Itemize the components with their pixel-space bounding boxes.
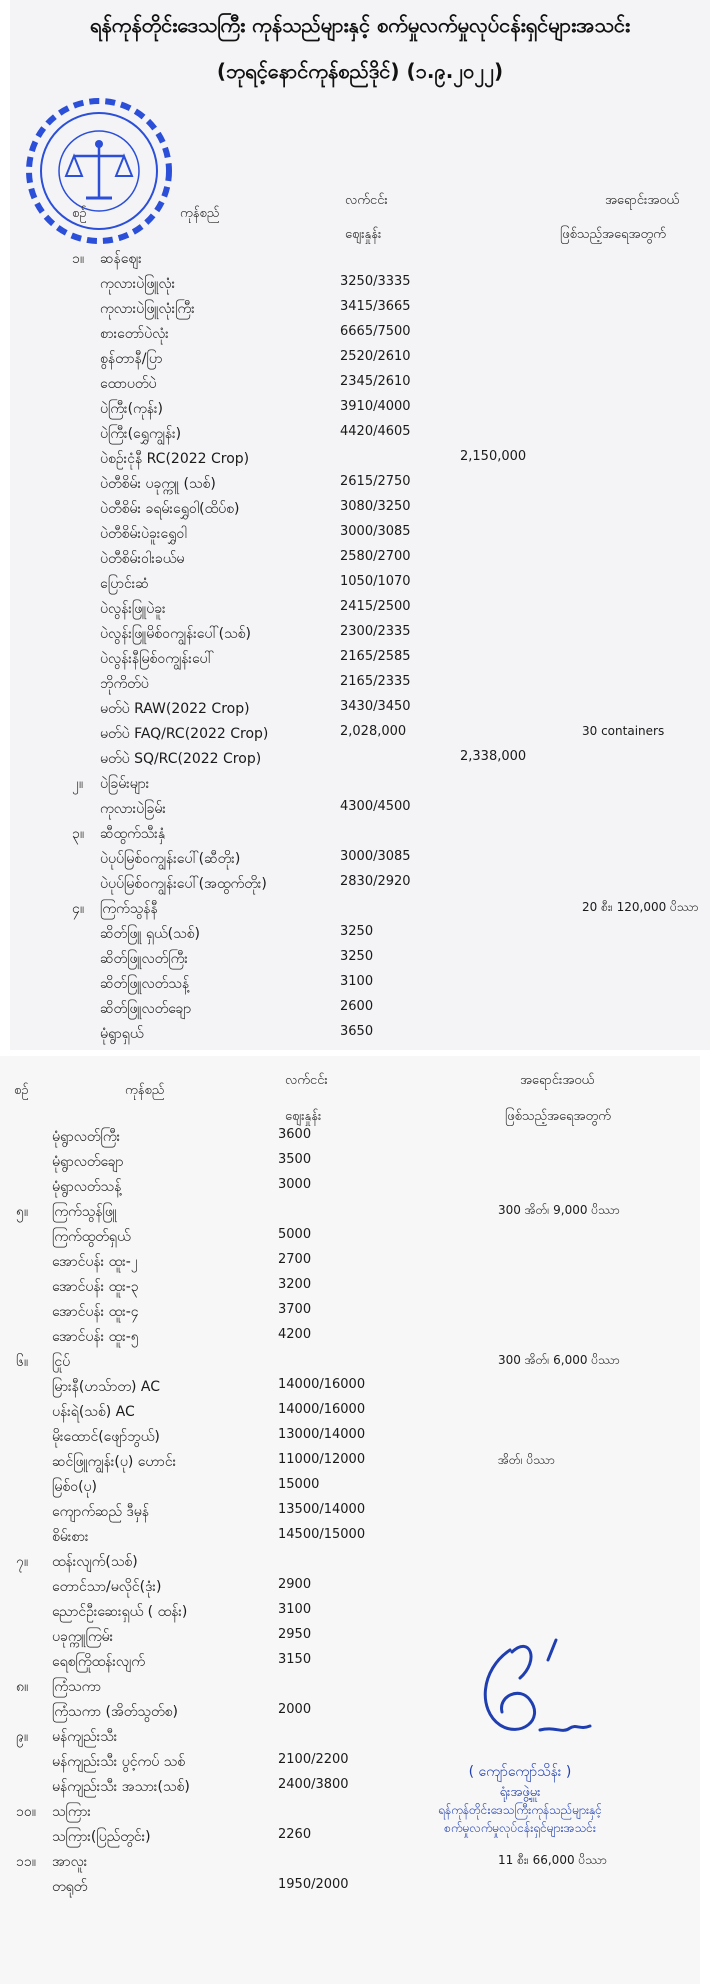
- price-value: 2100/2200: [278, 1752, 349, 1767]
- signature-scribble-icon: [380, 1630, 660, 1760]
- price-value: 2600: [340, 999, 374, 1014]
- table-row: [0, 1300, 720, 1324]
- commodity-name: ကျောက်ဆည် ဒီမှန်: [52, 1504, 150, 1520]
- price-value: 4300/4500: [340, 799, 411, 814]
- table-row: [0, 1275, 720, 1299]
- price-value: 3100: [278, 1602, 312, 1617]
- table-row: [0, 1600, 720, 1624]
- table-row: [0, 1575, 720, 1599]
- col-header-no: စဉ်: [14, 1083, 29, 1098]
- commodity-name: တောင်သာ/မလိုင်(ဒုံး): [52, 1579, 162, 1595]
- table-row: [0, 547, 720, 571]
- table-row: [0, 297, 720, 321]
- price-value: 2165/2335: [340, 674, 411, 689]
- row-number: ၁။: [72, 251, 85, 267]
- table-row: [0, 1500, 720, 1524]
- table-row: [0, 1150, 720, 1174]
- price-value: 2400/3800: [278, 1777, 349, 1792]
- commodity-name: အောင်ပန်း ထူး-၄: [52, 1304, 139, 1320]
- table-row: [0, 622, 720, 646]
- price-value: 3250: [340, 924, 374, 939]
- price-value: 2700: [278, 1252, 312, 1267]
- table-row: [0, 497, 720, 521]
- table-row: [0, 647, 720, 671]
- price-value: 14000/16000: [278, 1377, 366, 1392]
- row-number: ၄။: [72, 901, 85, 917]
- signature-block: [380, 1630, 660, 1835]
- price-value: 3000/3085: [340, 524, 411, 539]
- commodity-name: အောင်ပန်း ထူး-၂: [52, 1254, 138, 1270]
- commodity-name: ကြက်ထွတ်ရှယ်: [52, 1229, 131, 1245]
- commodity-name: ဘိုကိတ်ပဲ: [100, 676, 149, 692]
- section-heading: ပဲခြမ်းများ: [100, 776, 150, 792]
- commodity-name: စွန်တာနီ/ပြာ: [100, 351, 163, 367]
- table-row: [0, 447, 720, 471]
- document-subtitle: (ဘုရင့်နောင်ကုန်စည်ဒိုင်) (၁.၉.၂၀၂၂): [216, 59, 504, 83]
- price-value: 5000: [278, 1227, 312, 1242]
- price-value: 3500: [278, 1152, 312, 1167]
- table-row: [0, 247, 720, 271]
- price-value: 3080/3250: [340, 499, 411, 514]
- price-value: 2415/2500: [340, 599, 411, 614]
- table-row: [0, 322, 720, 346]
- commodity-name: ညောင်ဦးဆေးရှယ် ( ထန်း): [52, 1604, 188, 1620]
- commodity-name: မုံရွာရှယ်: [100, 1026, 144, 1042]
- commodity-name: မြစ်ဝ(ပု): [52, 1479, 97, 1495]
- table-row: [0, 897, 720, 921]
- table-row: [0, 822, 720, 846]
- table-row: [0, 772, 720, 796]
- table-row: [0, 1850, 720, 1874]
- price-value: 3200: [278, 1277, 312, 1292]
- section-heading: ဆန်ဈေး: [100, 251, 142, 267]
- table-row: [0, 847, 720, 871]
- price-value: 3600: [278, 1127, 312, 1142]
- table-row: [0, 1125, 720, 1149]
- commodity-name: ဆိတ်ဖြူ ရှယ်(သစ်): [100, 926, 200, 942]
- section-heading: ထန်းလျက်(သစ်): [52, 1554, 138, 1570]
- commodity-name: ပြောင်းဆံ: [100, 576, 149, 592]
- price-value: 3100: [340, 974, 374, 989]
- commodity-name: ဆိတ်ဖြူလတ်သန့်: [100, 976, 190, 992]
- price-value: 2830/2920: [340, 874, 411, 889]
- price-value: 2000: [278, 1702, 312, 1717]
- table-row: [0, 1550, 720, 1574]
- commodity-name: ပဲကြီး(ကုန်း): [100, 401, 164, 417]
- commodity-name: မြားနီ(ဟသ်ာတ) AC: [52, 1379, 161, 1395]
- table-row: [0, 572, 720, 596]
- row-number: ၁၁။: [16, 1854, 36, 1870]
- section-heading: ကြက်သွန်နီ: [100, 901, 158, 917]
- commodity-name: ပဲတီစိမ်းပဲခူးရွှေဝါ: [100, 526, 187, 542]
- section-heading: အာလူး: [52, 1854, 88, 1870]
- table-row: [0, 922, 720, 946]
- table-row: [0, 1450, 720, 1474]
- price-value: 2950: [278, 1627, 312, 1642]
- table-row: [0, 1475, 720, 1499]
- commodity-name: ရေစကြိုထန်းလျက်: [52, 1654, 145, 1670]
- price-value: 4420/4605: [340, 424, 411, 439]
- commodity-name: မုံရွာလတ်သန့်: [52, 1179, 122, 1195]
- section-heading: သကြား: [52, 1804, 91, 1820]
- commodity-name: ပဲပုပ်မြစ်ဝကျွန်းပေါ်(အထွက်တိုး): [100, 876, 267, 892]
- row-number: ၆။: [16, 1354, 29, 1370]
- commodity-name: စိမ်းစား: [52, 1529, 89, 1545]
- price-value: 4200: [278, 1327, 312, 1342]
- price-value: 3150: [278, 1652, 312, 1667]
- table-row: [0, 472, 720, 496]
- remark-value: အိတ်၊ ပိဿာ: [498, 1453, 555, 1467]
- table-row: [0, 272, 720, 296]
- commodity-name: ပခုက္ကူကြမ်း: [52, 1629, 114, 1645]
- table-row: [0, 1400, 720, 1424]
- col-header-no: စဉ်: [72, 206, 87, 221]
- commodity-name: ပဲတီစိမ်းဝါးခယ်မ: [100, 551, 185, 567]
- table-row: [0, 747, 720, 771]
- commodity-name: ကုလားပဲဖြူလုံး: [100, 276, 176, 292]
- table-row: [0, 997, 720, 1021]
- col-header-price-bottom: ဈေးနှုန်း: [285, 1109, 322, 1124]
- section-heading: ငြုပ်: [52, 1354, 71, 1370]
- col-header-remark-bottom: ဖြစ်သည့်အရေအတွက်: [560, 227, 666, 242]
- section-heading: ကြက်သွန်ဖြူ: [52, 1204, 117, 1220]
- remark-value: 300 အိတ်၊ 6,000 ပိဿာ: [498, 1353, 620, 1367]
- commodity-name: ဆိတ်ဖြူလတ်ကြီး: [100, 951, 188, 967]
- row-number: ၉။: [16, 1729, 29, 1745]
- table-row: [0, 1225, 720, 1249]
- commodity-name: မုံရွာလတ်ချော: [52, 1154, 124, 1170]
- col-header-remark-top: အရောင်းအဝယ်: [520, 1073, 595, 1088]
- table-row: [0, 1425, 720, 1449]
- remark-value: 300 အိတ်၊ 9,000 ပိဿာ: [498, 1203, 620, 1217]
- price-value: 3250: [340, 949, 374, 964]
- col-header-item: ကုန်စည်: [180, 206, 220, 221]
- price-value: 11000/12000: [278, 1452, 366, 1467]
- commodity-name: မိုးထောင်(ဖျော်ဘွယ်): [52, 1429, 160, 1445]
- commodity-name: ပဲလွန်းဖြူမိစ်ဝကျွန်းပေါ်(သစ်): [100, 626, 251, 642]
- table-row: [0, 522, 720, 546]
- table-row: [0, 1325, 720, 1349]
- table-row: [0, 797, 720, 821]
- table-row: [0, 422, 720, 446]
- col-header-price-bottom: ဈေးနှုန်း: [345, 227, 382, 242]
- lot-price-value: 2,338,000: [460, 749, 527, 764]
- row-number: ၃။: [72, 826, 85, 842]
- signatory-org-line2: စက်မှုလက်မှုလုပ်ငန်းရှင်များအသင်း: [444, 1821, 596, 1835]
- price-value: 14500/15000: [278, 1527, 366, 1542]
- table-row: [0, 1200, 720, 1224]
- table-row: [0, 347, 720, 371]
- price-value: 3250/3335: [340, 274, 411, 289]
- commodity-name: အောင်ပန်း ထူး-၃: [52, 1279, 139, 1295]
- table-row: [0, 1250, 720, 1274]
- commodity-name: ပဲတီစိမ်း ခရမ်းရွှေဝါ(ထိပ်စ): [100, 501, 240, 517]
- signatory-name: ( ကျော်ကျော်သိန်း ): [468, 1764, 572, 1780]
- commodity-name: ပဲကြီး(ရွှေကျွန်း): [100, 426, 182, 442]
- signatory-role: ရုံးအဖွဲ့မှူး: [499, 1785, 541, 1800]
- price-value: 2345/2610: [340, 374, 411, 389]
- row-number: ၁၀။: [16, 1804, 36, 1820]
- commodity-name: ပဲတီစိမ်း ပခုက္ကူ (သစ်): [100, 476, 216, 492]
- price-value: 13500/14000: [278, 1502, 366, 1517]
- commodity-name: မန်ကျည်းသီး အသား(သစ်): [52, 1779, 190, 1795]
- commodity-name: ပဲလွန်းနီမြစ်ဝကျွန်းပေါ်: [100, 651, 214, 667]
- commodity-name: စားတော်ပဲလုံး: [100, 326, 169, 342]
- commodity-name: ဆိတ်ဖြူလတ်ချော: [100, 1001, 192, 1017]
- col-header-price-top: လက်ငင်း: [345, 193, 388, 208]
- commodity-name: ကြံသကာ (အိတ်သွတ်စ): [52, 1704, 178, 1720]
- price-value: 2300/2335: [340, 624, 411, 639]
- price-value: 1050/1070: [340, 574, 411, 589]
- price-value: 3430/3450: [340, 699, 411, 714]
- table-row: [0, 1375, 720, 1399]
- table-row: [0, 672, 720, 696]
- price-value: 15000: [278, 1477, 320, 1492]
- row-number: ၇။: [16, 1554, 29, 1570]
- row-number: ၈။: [16, 1679, 29, 1695]
- price-value: 2615/2750: [340, 474, 411, 489]
- commodity-name: မတ်ပဲ FAQ/RC(2022 Crop): [100, 726, 269, 742]
- commodity-name: မတ်ပဲ RAW(2022 Crop): [100, 701, 250, 717]
- col-header-remark-bottom: ဖြစ်သည့်အရေအတွက်: [505, 1109, 611, 1124]
- row-number: ၂။: [72, 776, 84, 792]
- price-value: 13000/14000: [278, 1427, 366, 1442]
- commodity-name: မတ်ပဲ SQ/RC(2022 Crop): [100, 751, 262, 767]
- commodity-name: ကုလားပဲခြမ်း: [100, 801, 166, 817]
- commodity-name: ပဲစဉ်းငုံနီ RC(2022 Crop): [100, 451, 250, 467]
- commodity-name: တရုတ်: [52, 1879, 88, 1895]
- col-header-price-top: လက်ငင်း: [285, 1073, 328, 1088]
- table-row: [0, 1175, 720, 1199]
- price-value: 6665/7500: [340, 324, 411, 339]
- section-heading: ကြံသကာ: [52, 1679, 102, 1695]
- commodity-name: မုံရွာလတ်ကြီး: [52, 1129, 121, 1145]
- table-row: [0, 722, 720, 746]
- table-row: [0, 372, 720, 396]
- price-value: 3910/4000: [340, 399, 411, 414]
- commodity-name: ပန်းရဲ(သစ်) AC: [52, 1404, 135, 1420]
- row-number: ၅။: [16, 1204, 29, 1220]
- remark-value: 11 စီး၊ 66,000 ပိဿာ: [498, 1853, 607, 1867]
- section-heading: ဆီထွက်သီးနှံ: [100, 826, 166, 842]
- price-value: 3000/3085: [340, 849, 411, 864]
- remark-value: 30 containers: [582, 724, 665, 738]
- table-row: [0, 1350, 720, 1374]
- association-seal-icon: [24, 96, 174, 246]
- table-row: [0, 1875, 720, 1899]
- table-row: [0, 397, 720, 421]
- price-value: 2580/2700: [340, 549, 411, 564]
- table-row: [0, 697, 720, 721]
- lot-price-value: 2,150,000: [460, 449, 527, 464]
- col-header-item: ကုန်စည်: [125, 1083, 165, 1098]
- table-row: [0, 947, 720, 971]
- price-value: 2165/2585: [340, 649, 411, 664]
- commodity-name: ပဲလွန်းဖြူပဲခူး: [100, 601, 166, 617]
- price-value: 2520/2610: [340, 349, 411, 364]
- table-row: [0, 1525, 720, 1549]
- price-value: 1950/2000: [278, 1877, 349, 1892]
- commodity-name: မန်ကျည်းသီး ပွင့်ကပ် သစ်: [52, 1754, 186, 1770]
- price-value: 2900: [278, 1577, 312, 1592]
- price-value: 14000/16000: [278, 1402, 366, 1417]
- commodity-name: ဆင်ဖြူကျွန်း(ပု) ဟောင်း: [52, 1454, 177, 1470]
- document-title: ရန်ကုန်တိုင်းဒေသကြီး ကုန်သည်များနှင့် စက်မှုလက်မှုလုပ်ငန်းရှင်များအသင်း: [89, 13, 631, 37]
- table-row: [0, 972, 720, 996]
- signatory-org-line1: ရန်ကုန်တိုင်းဒေသကြီးကုန်သည်များနှင့်: [438, 1803, 602, 1817]
- commodity-name: သကြား(ပြည်တွင်း): [52, 1829, 151, 1845]
- table-row: [0, 872, 720, 896]
- commodity-name: ပဲပုပ်မြစ်ဝကျွန်းပေါ်(ဆီတိုး): [100, 851, 241, 867]
- table-row: [0, 1022, 720, 1046]
- price-value: 2260: [278, 1827, 312, 1842]
- price-value: 3415/3665: [340, 299, 411, 314]
- commodity-name: ကုလားပဲဖြူလုံးကြီး: [100, 301, 195, 317]
- price-value: 3700: [278, 1302, 312, 1317]
- price-value: 3650: [340, 1024, 374, 1039]
- price-value: 2,028,000: [340, 724, 407, 739]
- table-row: [0, 597, 720, 621]
- remark-value: 20 စီး၊ 120,000 ပိဿာ: [582, 900, 699, 914]
- commodity-name: ထောပတ်ပဲ: [100, 376, 157, 392]
- col-header-remark-top: အရောင်းအဝယ်: [605, 193, 680, 208]
- commodity-name: အောင်ပန်း ထူး-၅: [52, 1329, 139, 1345]
- price-value: 3000: [278, 1177, 312, 1192]
- section-heading: မန်ကျည်းသီး: [52, 1729, 118, 1745]
